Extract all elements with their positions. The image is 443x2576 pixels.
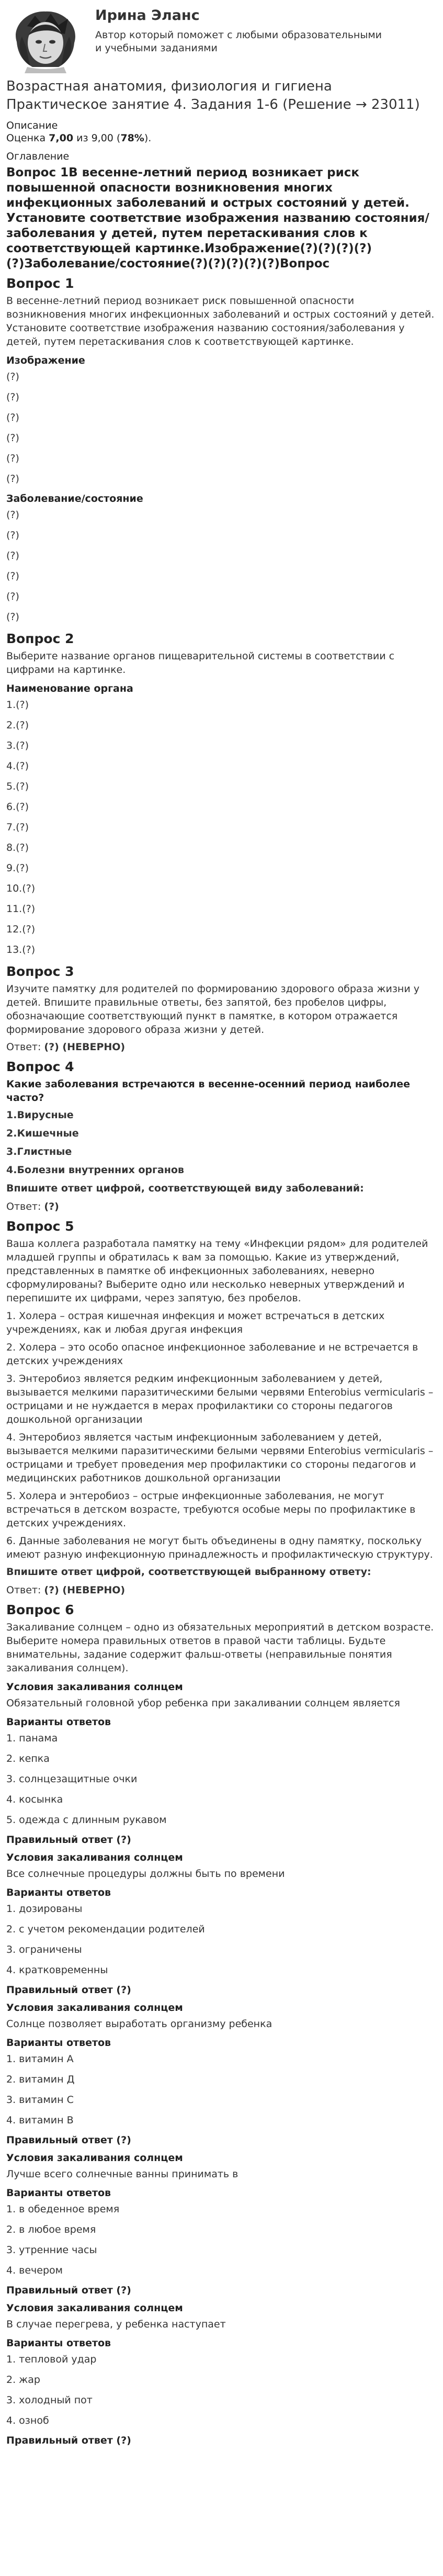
right-answer[interactable]: Правильный ответ (?) [6, 2134, 131, 2146]
option-item: 1. в обеденное время [6, 2203, 120, 2215]
author-info [95, 5, 388, 55]
question-5-statement: 2. Холера – это особо опасное инфекционное заболевание и не встречается в детских учреждениях [6, 1342, 418, 1367]
option-item: 2. в любое время [6, 2224, 96, 2235]
question-1-text: В весенне-летний период возникает риск повышенной опасности возникновения многих инфекционных заболеваний и острых состояний у детей. Установите соответствие изображения названию состояния/заболевания у детей, путем перетаскивания слов к соответствующей картинке. [6, 295, 435, 347]
organ-slot[interactable]: 4.(?) [6, 760, 29, 772]
author-card [6, 5, 437, 73]
option-item: 3. витамин С [6, 2094, 74, 2106]
question-4-answer [6, 1200, 437, 1213]
question-4-option: 1.Вирусные [6, 1109, 74, 1121]
organ-slot[interactable]: 5.(?) [6, 781, 29, 792]
answer-value[interactable]: (?) (НЕВЕРНО) [44, 1584, 126, 1596]
options-label: Варианты ответов [6, 1716, 111, 1728]
question-4-option: 2.Кишечные [6, 1128, 79, 1139]
question-5-heading: Вопрос 5 [6, 1219, 74, 1234]
sun-condition-block [6, 1681, 437, 1846]
question-4-option: 4.Болезни внутренних органов [6, 1164, 184, 1176]
right-answer[interactable]: Правильный ответ (?) [6, 2285, 131, 2296]
option-item: 2. витамин Д [6, 2074, 75, 2085]
question-5-answer [6, 1584, 437, 1597]
image-slot[interactable]: (?) [6, 391, 19, 403]
option-item: 4. витамин В [6, 2114, 74, 2126]
answer-label: Ответ: [6, 1201, 44, 1212]
condition-label: Условия закаливания солнцем [6, 2302, 183, 2314]
options-label: Варианты ответов [6, 2187, 111, 2199]
grade-score: 7,00 [49, 132, 74, 144]
disease-slot[interactable]: (?) [6, 530, 19, 541]
image-slot[interactable]: (?) [6, 432, 19, 444]
sun-condition-block [6, 2152, 437, 2296]
option-item: 2. кепка [6, 1753, 50, 1764]
sun-condition-block [6, 2002, 437, 2146]
disease-slot[interactable]: (?) [6, 591, 19, 602]
question-1 [6, 276, 437, 624]
question-5-statement: 1. Холера – острая кишечная инфекция и может встречаться в детских учреждениях, как и любая другая инфекция [6, 1310, 385, 1335]
question-5-text: Ваша коллега разработала памятку на тему «Инфекции рядом» для родителей младшей группы и обратилась к вам за помощью. Какие из утверждений, представленных в памятке об инфекционных заболеваниях, неверно сформулированы? Выберите одно или несколько неверных утверждений и перепишите их цифрами, через запятую, без пробелов. [6, 1238, 428, 1304]
question-5-statement: 4. Энтеробиоз является частым инфекционным заболеванием у детей, вызывается мелкими паразитическими белыми червями Enterobius vermicularis – острицами и требует проведения мер профилактики со стороны педагогов и медицинских работников дошкольной организации [6, 1432, 434, 1484]
option-item: 1. дозированы [6, 1903, 83, 1915]
question-6-heading: Вопрос 6 [6, 1602, 74, 1617]
organ-slot[interactable]: 2.(?) [6, 719, 29, 731]
option-item: 2. жар [6, 2374, 40, 2386]
options-label: Варианты ответов [6, 2337, 111, 2349]
question-4-option: 3.Глистные [6, 1146, 72, 1157]
disease-slot[interactable]: (?) [6, 611, 19, 623]
organ-slot[interactable]: 3.(?) [6, 740, 29, 751]
question-4-question: Какие заболевания встречаются в весенне-осенний период наиболее часто? [6, 1078, 410, 1104]
organ-slot[interactable]: 6.(?) [6, 801, 29, 813]
answer-label: Ответ: [6, 1584, 44, 1596]
grade-percent: 78% [120, 132, 144, 144]
organ-slot[interactable]: 1.(?) [6, 699, 29, 711]
image-slot[interactable]: (?) [6, 453, 19, 464]
option-item: 1. тепловой удар [6, 2354, 97, 2365]
toc-label: Оглавление [6, 151, 70, 162]
option-item: 3. холодный пот [6, 2394, 93, 2406]
question-5-statement: 5. Холера и энтеробиоз – острые инфекционные заболевания, не могут встречаться в детском возрасте, требуются особые меры по профилактике в детских учреждениях. [6, 1490, 416, 1529]
condition-label: Условия закаливания солнцем [6, 2152, 183, 2164]
question-6 [6, 1602, 437, 2446]
author-description: Автор который поможет с любыми образовательными и учебными заданиями [95, 29, 382, 54]
question-2-organs-label: Наименование органа [6, 683, 133, 694]
question-3 [6, 964, 437, 1054]
condition-text: Солнце позволяет выработать организму ребенка [6, 2018, 272, 2030]
options-label: Варианты ответов [6, 1887, 111, 1898]
organ-slot[interactable]: 13.(?) [6, 944, 36, 955]
grade-suffix: ). [144, 132, 152, 144]
organ-slot[interactable]: 12.(?) [6, 924, 36, 935]
organ-slot[interactable]: 9.(?) [6, 862, 29, 874]
disease-slot[interactable]: (?) [6, 570, 19, 582]
option-item: 2. с учетом рекомендации родителей [6, 1923, 205, 1935]
condition-text: Обязательный головной убор ребенка при закаливании солнцем является [6, 1697, 400, 1709]
question-1-images-label: Изображение [6, 355, 85, 366]
question-3-answer [6, 1041, 437, 1054]
question-2-heading: Вопрос 2 [6, 631, 74, 646]
question-6-text: Закаливание солнцем – одно из обязательных мероприятий в детском возрасте. Выберите номера правильных ответов в правой части таблицы. Будьте внимательны, задание содержит фальш-ответы (неправильные понятия закаливания солнцем). [6, 1622, 434, 1674]
disease-slot[interactable]: (?) [6, 509, 19, 521]
sun-condition-block [6, 1852, 437, 1996]
question-3-heading: Вопрос 3 [6, 964, 74, 979]
condition-label: Условия закаливания солнцем [6, 2002, 183, 2013]
right-answer[interactable]: Правильный ответ (?) [6, 1834, 131, 1846]
page-title: Возрастная анатомия, физиология и гигиена Практическое занятие 4. Задания 1-6 (Решение → 23011) [6, 78, 420, 113]
question-5 [6, 1219, 437, 1597]
organ-slot[interactable]: 10.(?) [6, 883, 36, 894]
options-label: Варианты ответов [6, 2037, 111, 2049]
question-5-instruction: Впишите ответ цифрой, соответствующей выбранному ответу: [6, 1566, 371, 1578]
disease-slot[interactable]: (?) [6, 550, 19, 561]
question-1-diseases-label: Заболевание/состояние [6, 493, 143, 504]
answer-value[interactable]: (?) (НЕВЕРНО) [44, 1041, 126, 1053]
author-name[interactable]: Ирина Эланс [95, 7, 200, 24]
option-item: 4. вечером [6, 2265, 63, 2276]
condition-label: Условия закаливания солнцем [6, 1681, 183, 1693]
image-slot[interactable]: (?) [6, 371, 19, 383]
question-4 [6, 1059, 437, 1213]
option-item: 1. панама [6, 1733, 58, 1744]
question-5-statement: 3. Энтеробиоз является редким инфекционным заболеванием у детей, вызывается мелкими паразитическими белыми червями Enterobius vermicularis – острицами и не нуждается в мерах профилактики со стороны педагогов дошкольной организации [6, 1373, 434, 1425]
toc-lead-text: Вопрос 1В весенне-летний период возникает риск повышенной опасности возникновения многих инфекционных заболеваний и острых состояний у детей. Установите соответствие изображения названию состояния/заболевания у детей, путем перетаскивания слов к соответствующей картинке.Изображение(?)(?)(?)(?)(?)Заболевание/состояние(?)(?)(?)(?)(?)Вопрос [6, 166, 429, 271]
question-4-heading: Вопрос 4 [6, 1059, 74, 1074]
image-slot[interactable]: (?) [6, 473, 19, 485]
grade-prefix: Оценка [6, 132, 49, 144]
option-item: 4. косынка [6, 1794, 63, 1805]
condition-text: Лучше всего солнечные ванны принимать в [6, 2168, 238, 2180]
option-item: 3. утренние часы [6, 2244, 97, 2256]
answer-value[interactable]: (?) [44, 1201, 59, 1212]
condition-label: Условия закаливания солнцем [6, 1852, 183, 1863]
organ-slot[interactable]: 7.(?) [6, 822, 29, 833]
organ-slot[interactable]: 8.(?) [6, 842, 29, 853]
question-4-instruction: Впишите ответ цифрой, соответствующей виду заболеваний: [6, 1183, 364, 1194]
question-3-text: Изучите памятку для родителей по формированию здорового образа жизни у детей. Впишите правильные ответы, без запятой, без пробелов цифры, обозначающие соответствующий пункт в памятке, в котором отражается формирование здорового образа жизни у детей. [6, 983, 419, 1036]
option-item: 5. одежда с длинным рукавом [6, 1814, 167, 1826]
option-item: 4. кратковременны [6, 1964, 108, 1976]
option-item: 3. солнцезащитные очки [6, 1773, 138, 1785]
right-answer[interactable]: Правильный ответ (?) [6, 2435, 131, 2446]
organ-slot[interactable]: 11.(?) [6, 903, 36, 915]
question-1-heading: Вопрос 1 [6, 276, 74, 291]
question-2-text: Выберите название органов пищеварительной системы в соответствии с цифрами на картинке. [6, 650, 395, 676]
avatar[interactable] [6, 5, 85, 73]
grade-line [6, 132, 437, 144]
image-slot[interactable]: (?) [6, 412, 19, 423]
condition-text: В случае перегрева, у ребенка наступает [6, 2319, 226, 2330]
option-item: 1. витамин А [6, 2053, 74, 2065]
option-item: 4. озноб [6, 2415, 49, 2426]
right-answer[interactable]: Правильный ответ (?) [6, 1984, 131, 1996]
grade-mid: из 9,00 ( [73, 132, 121, 144]
condition-text: Все солнечные процедуры должны быть по времени [6, 1868, 285, 1880]
question-5-statement: 6. Данные заболевания не могут быть объединены в одну памятку, поскольку имеют разную инфекционную принадлежность и профилактическую структуру. [6, 1535, 433, 1560]
question-2 [6, 631, 437, 957]
answer-label: Ответ: [6, 1041, 44, 1053]
option-item: 3. ограничены [6, 1944, 82, 1955]
description-label: Описание [6, 120, 58, 131]
sun-condition-block [6, 2302, 437, 2446]
